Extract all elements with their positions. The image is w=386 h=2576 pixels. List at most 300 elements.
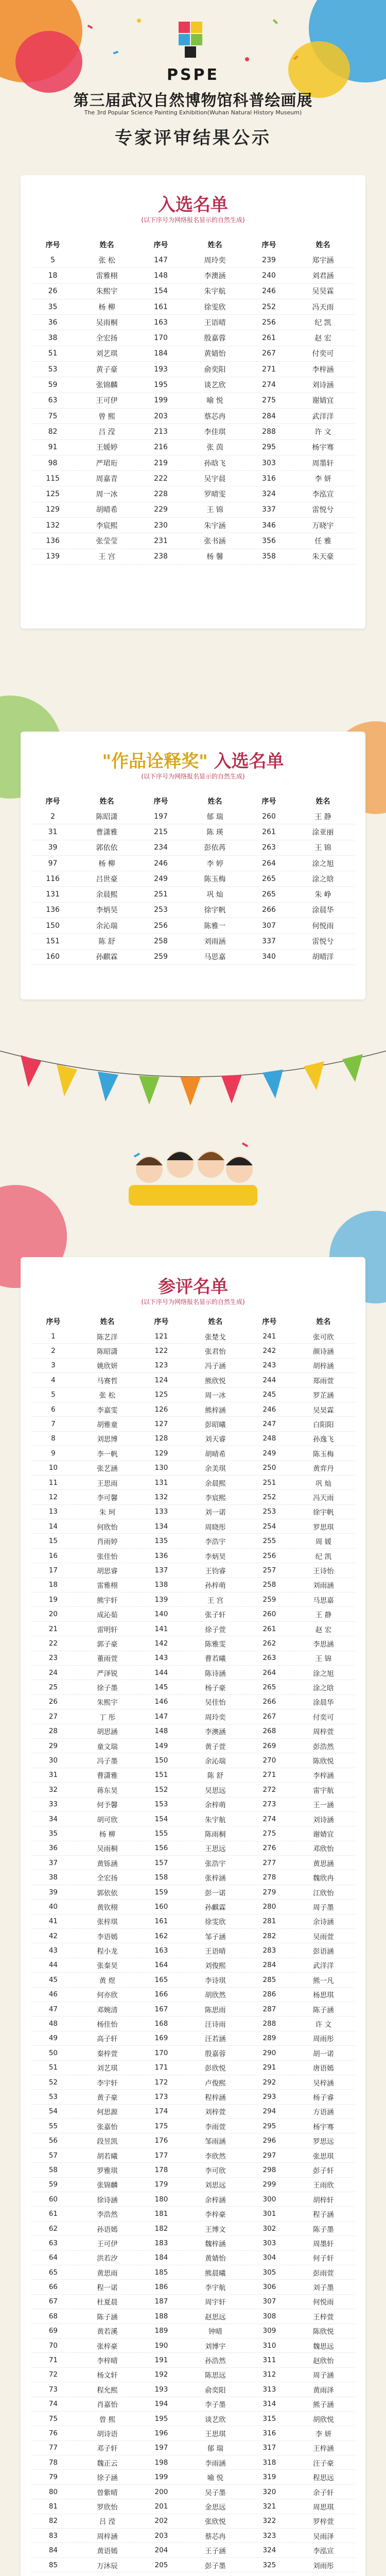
cell-number: 142 — [154, 1639, 168, 1648]
table-row — [31, 1738, 355, 1753]
cell-name: 周宇轩 — [205, 2298, 226, 2307]
cell-number: 271 — [262, 365, 276, 374]
cell-number: 203 — [154, 412, 168, 420]
cell-number: 165 — [154, 1975, 168, 1984]
cell-name: 吴雨桐 — [97, 1845, 118, 1854]
cell-number: 245 — [262, 1391, 276, 1399]
cell-number: 54 — [48, 2107, 58, 2116]
cell-name: 魏欣冉 — [313, 1874, 334, 1883]
cell-number: 35 — [48, 1829, 58, 1838]
cell-number: 266 — [262, 906, 276, 914]
cell-name: 涂之晗 — [313, 1684, 334, 1693]
cell-name: 李 妍 — [314, 474, 331, 483]
cell-number: 316 — [262, 2429, 276, 2437]
cell-number: 303 — [262, 459, 276, 467]
table-row — [31, 549, 355, 564]
cell-number: 302 — [262, 2224, 276, 2233]
cell-name: 孙逸飞 — [313, 1435, 334, 1444]
cell-name: 胡思涵 — [97, 1728, 118, 1737]
col-header-name: 姓名 — [207, 798, 222, 806]
cell-name: 朱宇航 — [204, 287, 226, 296]
cell-name: 王梓萱 — [313, 2313, 334, 2321]
cell-name: 周子涵 — [313, 2371, 334, 2380]
col-header-name: 姓名 — [100, 1318, 115, 1326]
cell-number: 246 — [262, 287, 276, 296]
section-note: (以下序号为网络报名显示的自然生成) — [141, 216, 245, 224]
cell-number: 256 — [154, 921, 168, 930]
table-row — [31, 2163, 355, 2177]
cell-number: 150 — [154, 1756, 168, 1765]
table-row — [31, 1680, 355, 1694]
table-row — [31, 2353, 355, 2367]
cell-number: 298 — [262, 2165, 276, 2174]
cell-name: 汪诗雨 — [205, 2021, 226, 2029]
cell-number: 303 — [262, 2239, 276, 2247]
cell-name: 喻 悦 — [206, 397, 223, 405]
cell-number: 282 — [262, 1931, 276, 1940]
cell-name: 罗思远 — [313, 2138, 334, 2146]
cell-name: 熊宇轩 — [97, 1596, 118, 1605]
cell-number: 275 — [262, 1829, 276, 1838]
cell-name: 朱天豪 — [312, 553, 334, 562]
cell-name: 王思琪 — [205, 2430, 226, 2438]
cell-name: 张 茵 — [206, 444, 223, 452]
cell-name: 徐子萱 — [205, 1625, 226, 1634]
cell-name: 王 宫 — [207, 1596, 224, 1605]
cell-name: 黄思涵 — [313, 1859, 334, 1868]
cell-name: 周梓涵 — [97, 2532, 118, 2541]
cell-number: 18 — [48, 271, 58, 280]
cell-name: 成沁茹 — [97, 1611, 118, 1620]
cell-name: 雷悦兮 — [312, 506, 334, 515]
cell-number: 249 — [262, 1449, 276, 1458]
cell-name: 周一冰 — [205, 1392, 226, 1400]
cell-name: 何思源 — [97, 2108, 118, 2117]
cell-name: 郭依依 — [97, 1889, 118, 1897]
cell-name: 李梓豪 — [205, 2211, 226, 2219]
table-row — [31, 252, 355, 268]
table-row — [31, 1797, 355, 1811]
cell-name: 李梓涵 — [313, 1772, 334, 1781]
table-row — [31, 268, 355, 283]
cell-number: 286 — [262, 1990, 276, 1999]
cell-name: 余沁瑞 — [205, 1757, 226, 1766]
col-header-name: 姓名 — [99, 241, 114, 249]
cell-name: 杨思琪 — [313, 1991, 334, 2000]
table-row — [31, 1768, 355, 1782]
cell-name: 雷悦兮 — [312, 938, 334, 946]
cell-name: 严珺珩 — [96, 459, 118, 468]
cell-name: 胡梓涵 — [313, 1362, 334, 1371]
cell-name: 周墨轩 — [313, 2240, 334, 2248]
bunting-decoration — [0, 1041, 386, 1113]
cell-number: 155 — [154, 1829, 168, 1838]
cell-number: 238 — [154, 552, 168, 561]
cell-name: 何予馨 — [97, 1801, 118, 1810]
cell-name: 赵 宏 — [315, 1625, 332, 1634]
cell-number: 72 — [48, 2370, 58, 2379]
section-title: 参评名单 — [158, 1277, 228, 1297]
cell-number: 195 — [154, 2414, 168, 2423]
cell-number: 36 — [48, 1844, 58, 1853]
table-row — [31, 2250, 355, 2265]
cell-name: 刘雨涵 — [313, 1582, 334, 1590]
cell-name: 王 锦 — [206, 506, 223, 515]
table-row — [31, 1841, 355, 1855]
cell-name: 刘诗涵 — [313, 1816, 334, 1824]
cell-number: 255 — [262, 1537, 276, 1546]
cell-number: 273 — [262, 1800, 276, 1809]
table-row — [31, 2411, 355, 2426]
cell-number: 75 — [48, 2414, 58, 2423]
table-row — [31, 1358, 355, 1372]
table-row — [31, 2455, 355, 2470]
cell-number: 293 — [262, 2093, 276, 2101]
cell-number: 252 — [262, 302, 276, 311]
cell-name: 孙麒霖 — [205, 1903, 226, 1912]
cell-number: 148 — [154, 1727, 168, 1736]
table-header-row — [31, 793, 355, 809]
cell-number: 173 — [154, 2093, 168, 2101]
cell-number: 292 — [262, 2078, 276, 2087]
cell-number: 229 — [154, 505, 168, 514]
cell-number: 250 — [262, 1464, 276, 1472]
cell-number: 358 — [262, 552, 276, 561]
cell-number: 37 — [48, 1858, 58, 1867]
table-row — [31, 1973, 355, 1987]
cell-name: 张子轩 — [205, 1611, 226, 1620]
cell-name: 黄 煜 — [99, 1976, 116, 1985]
table-row — [31, 1329, 355, 1344]
cell-name: 蒋东昊 — [97, 1786, 118, 1795]
cell-number: 288 — [262, 427, 276, 436]
cell-name: 高子轩 — [97, 2035, 118, 2044]
col-header-name: 姓名 — [315, 241, 330, 249]
cell-name: 郑宇涵 — [312, 256, 334, 265]
cell-name: 周晓彤 — [205, 1523, 226, 1532]
cell-name: 冯天雨 — [313, 1494, 334, 1502]
cell-name: 巩 灿 — [315, 1479, 332, 1488]
table-row — [31, 1548, 355, 1563]
section-title: 入选名单 — [158, 195, 228, 215]
cell-number: 56 — [48, 2137, 58, 2145]
cell-name: 余晨熙 — [96, 891, 118, 900]
cell-name: 张 松 — [98, 256, 115, 265]
cell-number: 199 — [154, 396, 168, 405]
cell-number: 183 — [154, 2239, 168, 2247]
cell-name: 王 静 — [315, 1611, 332, 1620]
cell-number: 59 — [48, 381, 58, 389]
cell-number: 252 — [262, 1493, 276, 1501]
cell-number: 260 — [262, 812, 276, 821]
cell-number: 318 — [262, 2458, 276, 2467]
cell-number: 18 — [48, 1581, 58, 1589]
cell-number: 82 — [48, 427, 58, 436]
cell-name: 李子墨 — [205, 2401, 226, 2410]
cell-number: 199 — [154, 2473, 168, 2482]
table-row — [31, 2221, 355, 2235]
table-row — [31, 2499, 355, 2514]
cell-name: 纪 凯 — [315, 1552, 332, 1561]
cell-number: 146 — [154, 1698, 168, 1706]
cell-number: 253 — [262, 1507, 276, 1516]
cell-number: 187 — [154, 2297, 168, 2306]
cell-number: 125 — [46, 490, 60, 499]
table-row — [31, 2031, 355, 2045]
cell-number: 337 — [262, 937, 276, 946]
cell-name: 余美琪 — [205, 1465, 226, 1473]
cell-number: 2 — [50, 812, 56, 821]
cell-name: 吴昊霖 — [313, 1406, 334, 1415]
cell-number: 263 — [262, 1654, 276, 1663]
table-row — [31, 2572, 355, 2576]
cell-name: 王雨欣 — [313, 2181, 334, 2190]
cell-name: 吴雨泽 — [313, 2532, 334, 2541]
col-header-no: 序号 — [261, 241, 276, 249]
cell-name: 刘天睿 — [205, 1435, 226, 1444]
cell-number: 69 — [48, 2327, 58, 2335]
cell-number: 261 — [262, 1624, 276, 1633]
cell-name: 童文瑞 — [97, 1742, 118, 1751]
cell-name: 魏梓涵 — [205, 2240, 226, 2248]
cell-name: 冯天雨 — [312, 303, 334, 312]
cell-name: 李语嫣 — [97, 1933, 118, 1941]
cell-name: 雷宇航 — [313, 1786, 334, 1795]
cell-name: 孙晗飞 — [204, 459, 226, 468]
cell-number: 192 — [154, 2370, 168, 2379]
cell-name: 汪若涵 — [205, 2035, 226, 2044]
cell-number: 201 — [154, 2502, 168, 2511]
cell-number: 53 — [48, 2093, 58, 2101]
cell-number: 309 — [262, 2327, 276, 2335]
cell-name: 熊欣悦 — [205, 1377, 226, 1385]
table-row — [31, 1929, 355, 1943]
cell-name: 刘君涵 — [312, 272, 334, 280]
cell-number: 151 — [154, 1771, 168, 1780]
cell-name: 陈思雨 — [205, 2006, 226, 2014]
cell-number: 97 — [48, 859, 58, 868]
cell-name: 陈子墨 — [313, 2225, 334, 2234]
cell-number: 71 — [48, 2356, 58, 2365]
cell-name: 彭依苒 — [204, 844, 226, 853]
cell-name: 熊子涵 — [313, 2401, 334, 2410]
cell-name: 胡晴希 — [205, 1450, 226, 1459]
cell-number: 147 — [154, 1712, 168, 1721]
table-row — [31, 1534, 355, 1548]
cell-name: 黄思雨 — [97, 2269, 118, 2278]
cell-number: 131 — [154, 1478, 168, 1487]
cell-name: 段昱凯 — [97, 2138, 118, 2146]
cell-number: 256 — [262, 1551, 276, 1560]
cell-number: 50 — [48, 2048, 58, 2057]
cell-name: 刘俊熙 — [205, 1962, 226, 1971]
col-header-no: 序号 — [45, 241, 60, 249]
cell-name: 李思涵 — [313, 1640, 334, 1649]
cell-name: 陈玉梅 — [313, 1450, 334, 1459]
table-row — [31, 2075, 355, 2089]
cell-name: 曹潇雅 — [96, 828, 118, 837]
cell-number — [31, 2572, 76, 2576]
cell-name: 陈欣悦 — [313, 1757, 334, 1766]
participant-list-panel — [21, 1257, 365, 2576]
cell-number: 5 — [50, 256, 56, 264]
table-row — [31, 439, 355, 455]
cell-number: 193 — [154, 365, 168, 374]
cell-number: 319 — [262, 2473, 276, 2482]
col-header-no: 序号 — [46, 1318, 61, 1326]
cell-number: 268 — [262, 1727, 276, 1736]
table-row — [31, 1475, 355, 1489]
cell-name: 孙麒霖 — [96, 953, 118, 962]
cell-number: 150 — [46, 921, 60, 930]
cell-number: 31 — [48, 1771, 58, 1780]
cell-number: 325 — [262, 2561, 276, 2569]
cell-name: 涂晨华 — [312, 906, 334, 915]
cell-number: 51 — [48, 2063, 58, 2072]
cell-number: 256 — [262, 318, 276, 327]
cell-number: 307 — [262, 921, 276, 930]
cell-name: 彭昭曦 — [205, 1421, 226, 1430]
cell-name: 殷嘉蓉 — [205, 2049, 226, 2058]
table-row — [31, 2557, 355, 2572]
cell-number: 148 — [154, 271, 168, 280]
table-row — [31, 2441, 355, 2455]
cell-name: 黄子豪 — [97, 2094, 118, 2102]
cell-number: 202 — [154, 2517, 168, 2526]
cell-number: 246 — [154, 859, 168, 868]
cell-name: 曾紫晴 — [97, 2488, 118, 2497]
cell-name: 王思远 — [205, 1845, 226, 1854]
col-header-no: 序号 — [153, 241, 168, 249]
cell-name: 冯子涵 — [205, 1362, 226, 1371]
cell-name: 曾 熙 — [99, 2415, 116, 2424]
cell-name: 蔡芯冉 — [204, 412, 226, 421]
cell-number: 308 — [262, 2312, 276, 2320]
cell-number: 310 — [262, 2341, 276, 2350]
cell-number: 248 — [262, 1434, 276, 1443]
cell-name: 冯子墨 — [97, 1757, 118, 1766]
cell-number: 274 — [262, 381, 276, 389]
cell-number: 16 — [48, 1551, 58, 1560]
cell-name: 程允熙 — [97, 2386, 118, 2395]
cell-name: 杨 柳 — [98, 303, 115, 312]
cell-name: 王诗怡 — [313, 1567, 334, 1575]
cell-number: 168 — [154, 2020, 168, 2028]
cell-name: 刘一诺 — [205, 1509, 226, 1517]
cell-number: 228 — [154, 490, 168, 499]
cell-number: 243 — [262, 1361, 276, 1370]
cell-number: 49 — [48, 2034, 58, 2043]
cell-number: 130 — [154, 1464, 168, 1472]
cell-number: 264 — [262, 859, 276, 868]
cell-number: 203 — [154, 2531, 168, 2540]
cell-name: 谢婧宜 — [313, 1830, 334, 1839]
cell-number: 133 — [154, 1507, 168, 1516]
cell-number: 129 — [46, 505, 60, 514]
table-row — [31, 918, 355, 934]
cell-name: 曾 熙 — [98, 412, 115, 421]
cell-number: 127 — [154, 1420, 168, 1429]
cell-number: 143 — [154, 1654, 168, 1663]
cell-number: 188 — [154, 2312, 168, 2320]
cell-number: 157 — [154, 1858, 168, 1867]
table-row — [31, 1578, 355, 1592]
cell-name: 赵 宏 — [314, 334, 331, 343]
cell-name: 吴梓涵 — [313, 2079, 334, 2088]
cell-name: 黄钦栩 — [97, 1903, 118, 1912]
cell-number: 164 — [154, 1961, 168, 1970]
cell-number: 175 — [154, 2122, 168, 2130]
cell-name: 李佳琪 — [204, 428, 226, 436]
cell-name: 李 婷 — [206, 859, 223, 868]
cell-number: 276 — [262, 1844, 276, 1853]
cell-number: 306 — [262, 2283, 276, 2292]
cell-number: 35 — [48, 302, 58, 311]
cell-name: 卢俊熙 — [205, 2079, 226, 2088]
cell-name: 谈艺欣 — [204, 381, 226, 390]
cell-name: 胡欣悦 — [313, 2415, 334, 2424]
cell-name: 胡一诺 — [313, 2049, 334, 2058]
table-row — [31, 1914, 355, 1928]
table-row — [31, 502, 355, 517]
cell-name: 吴思远 — [205, 1786, 226, 1795]
table-row — [31, 2324, 355, 2338]
table-row — [31, 2046, 355, 2060]
cell-number: 181 — [154, 2210, 168, 2218]
cell-name: 杨文轩 — [97, 2371, 118, 2380]
cell-number: 167 — [154, 2005, 168, 2013]
cell-name: 张欣悦 — [205, 2518, 226, 2527]
cell-name: 蔡芯冉 — [205, 2532, 226, 2541]
cell-name: 马赛哲 — [97, 1377, 118, 1385]
cell-number: 135 — [154, 1537, 168, 1546]
table-row — [31, 2367, 355, 2382]
cell-number: 78 — [48, 2458, 58, 2467]
cell-number: 356 — [262, 536, 276, 545]
cell-number: 43 — [48, 1946, 58, 1955]
cell-name: 周雨彤 — [313, 2035, 334, 2044]
cell-number: 274 — [262, 1815, 276, 1823]
table-row — [31, 1519, 355, 1534]
cell-number: 265 — [262, 1683, 276, 1692]
cell-number: 24 — [48, 1668, 58, 1677]
cell-name: 周墨轩 — [312, 459, 334, 468]
cell-number: 270 — [262, 1756, 276, 1765]
cell-number: 141 — [154, 1624, 168, 1633]
cell-number: 189 — [154, 2327, 168, 2335]
cell-name: 程小龙 — [97, 1947, 118, 1956]
col-header-name: 姓名 — [315, 798, 330, 806]
cell-number: 65 — [48, 2268, 58, 2277]
cell-name: 杨 馨 — [206, 553, 223, 562]
cell-number: 128 — [154, 1434, 168, 1443]
table-row — [31, 471, 355, 486]
cell-number: 23 — [48, 1654, 58, 1663]
cell-number: 15 — [48, 1537, 58, 1546]
cell-name: 肖雨婷 — [97, 1538, 118, 1547]
cell-name: 王 宫 — [98, 553, 115, 562]
cell-name: 黄语嫣 — [97, 2547, 118, 2556]
cell-name: 李炳昊 — [205, 1552, 226, 1561]
cell-number: 131 — [46, 890, 60, 899]
cell-name: 张书涵 — [204, 537, 226, 546]
cell-name: 张思琪 — [313, 2152, 334, 2161]
cell-number: 269 — [262, 1741, 276, 1750]
table-row — [31, 393, 355, 408]
cell-number: 290 — [262, 2048, 276, 2057]
cell-number: 11 — [48, 1478, 58, 1487]
cell-number: 198 — [154, 2458, 168, 2467]
